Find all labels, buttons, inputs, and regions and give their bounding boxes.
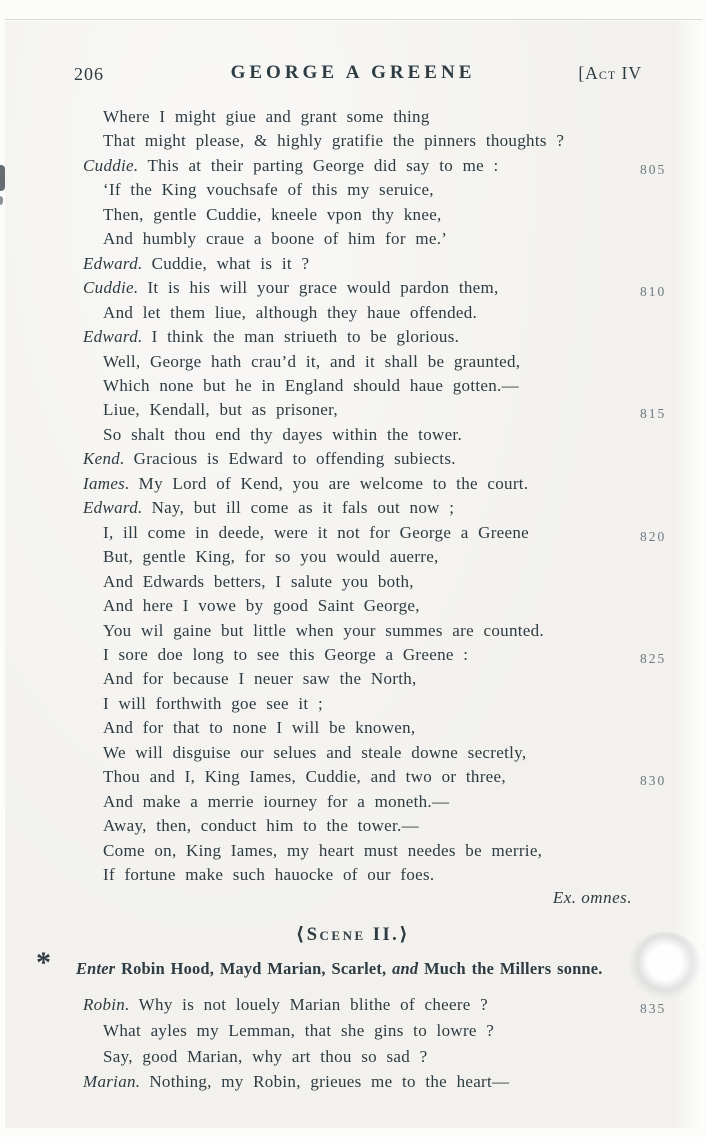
verse-line xyxy=(83,227,617,251)
act-label: [Act IV xyxy=(578,63,642,83)
line-text: And let them liue, although they haue offended. xyxy=(103,302,478,322)
verse-line xyxy=(83,692,617,716)
line-number: 815 xyxy=(640,406,667,422)
verse-line xyxy=(83,570,617,594)
verse-line xyxy=(83,398,667,422)
line-text: Away, then, conduct him to the tower.— xyxy=(103,816,419,836)
stage-direction-exit: Ex. omnes. xyxy=(552,888,632,907)
line-text: But, gentle King, for so you would auerre, xyxy=(103,547,439,567)
stage-direction-enter xyxy=(76,959,651,979)
line-text: So shalt thou end thy dayes within the tower. xyxy=(103,424,462,444)
verse-line xyxy=(83,716,617,740)
verse-line xyxy=(83,814,617,838)
verse-line xyxy=(83,765,667,789)
line-text: And for that to none I will be knowen, xyxy=(103,718,416,738)
line-text: You wil gaine but little when your summes are counted. xyxy=(103,620,544,640)
line-text: We will disguise our selues and steale downe secretly, xyxy=(103,742,527,762)
verse-line xyxy=(83,545,617,569)
verse-line xyxy=(83,521,667,545)
speaker-name: Edward. xyxy=(83,498,143,518)
line-text: What ayles my Lemman, that she gins to lowre ? xyxy=(103,1020,495,1040)
speaker-name: Edward. xyxy=(83,253,143,273)
enter-rest: Much the Millers sonne. xyxy=(418,959,603,978)
line-text: Why is not louely Marian blithe of cheere ? xyxy=(138,995,489,1014)
verse-line xyxy=(83,374,617,398)
line-text: Nay, but ill come as it fals out now ; xyxy=(151,498,455,518)
margin-asterisk: * xyxy=(36,946,51,979)
line-text: This at their parting George did say to me : xyxy=(147,155,499,175)
line-number: 835 xyxy=(640,1001,667,1016)
line-text: And here I vowe by good Saint George, xyxy=(103,596,420,616)
line-number: 820 xyxy=(640,528,667,544)
line-text: Gracious is Edward to offending subiects. xyxy=(133,449,456,469)
speech-line xyxy=(83,276,667,300)
verse-line xyxy=(83,1018,617,1044)
line-text: Then, gentle Cuddie, kneele vpon thy knee, xyxy=(103,204,442,224)
verse-line xyxy=(83,350,617,374)
verse-line xyxy=(83,105,617,129)
verse-line xyxy=(83,839,617,863)
line-text: It is his will your grace would pardon them, xyxy=(147,278,499,298)
speech-line xyxy=(83,325,617,349)
line-text: Thou and I, King Iames, Cuddie, and two or three, xyxy=(103,767,506,787)
line-text: That might please, & highly gratifie the pinners thoughts ? xyxy=(103,131,565,151)
line-number: 810 xyxy=(640,284,667,300)
speaker-name: Robin. xyxy=(83,995,130,1014)
line-number: 830 xyxy=(640,773,667,789)
line-text: Say, good Marian, why art thou so sad ? xyxy=(103,1046,428,1066)
line-number: 825 xyxy=(640,650,667,666)
and-word: and xyxy=(392,959,419,978)
speech-line xyxy=(83,992,667,1018)
speech-line xyxy=(83,447,617,471)
page-header xyxy=(0,62,706,88)
enter-word: Enter xyxy=(76,959,116,978)
verse-line xyxy=(83,741,617,765)
line-text: Liue, Kendall, but as prisoner, xyxy=(103,400,338,420)
verse-line xyxy=(83,594,617,618)
speech-line xyxy=(83,154,667,178)
line-text: And make a merrie iourney for a moneth.— xyxy=(103,791,450,811)
verse-line xyxy=(83,790,617,814)
line-text: If fortune make such hauocke of our foes. xyxy=(103,865,435,885)
play-text-block-scene2 xyxy=(83,992,667,1095)
speech-line xyxy=(83,1069,617,1095)
speech-line xyxy=(83,496,617,520)
speaker-name: Cuddie. xyxy=(83,155,139,175)
line-text: My Lord of Kend, you are welcome to the court. xyxy=(138,473,529,493)
line-text: I, ill come in deede, were it not for George a Greene xyxy=(103,522,530,542)
speaker-name: Edward. xyxy=(83,327,143,347)
left-edge-ink-mark xyxy=(0,165,5,191)
line-text: And Edwards betters, I salute you both, xyxy=(103,571,414,591)
speech-line xyxy=(83,252,617,276)
line-text: Where I might giue and grant some thing xyxy=(103,107,430,126)
line-text: Which none but he in England should haue gotten.— xyxy=(103,375,519,395)
verse-line xyxy=(83,203,617,227)
running-title: GEORGE A GREENE xyxy=(230,62,476,83)
left-edge-ink-mark-small xyxy=(0,196,3,205)
paper-smudge xyxy=(628,932,702,1000)
line-text: Nothing, my Robin, grieues me to the heart— xyxy=(149,1072,510,1092)
page-number: 206 xyxy=(74,64,104,84)
scan-top-edge xyxy=(0,0,706,19)
verse-line xyxy=(83,301,617,325)
verse-line xyxy=(83,863,617,887)
verse-line xyxy=(83,178,617,202)
line-text: And for because I neuer saw the North, xyxy=(103,669,417,689)
verse-line xyxy=(83,423,617,447)
line-text: I sore doe long to see this George a Greene : xyxy=(103,644,469,664)
scene-heading: ⟨Scene II.⟩ xyxy=(295,925,411,945)
verse-line xyxy=(83,619,617,643)
line-text: Well, George hath crau’d it, and it shall be graunted, xyxy=(103,351,521,371)
line-text: ‘If the King vouchsafe of this my seruice, xyxy=(103,180,434,200)
verse-line xyxy=(83,643,667,667)
speaker-name: Iames. xyxy=(83,473,130,493)
speech-line xyxy=(83,472,617,496)
line-number: 805 xyxy=(640,161,667,177)
line-text: And humbly craue a boone of him for me.’ xyxy=(103,229,448,249)
speaker-name: Cuddie. xyxy=(83,278,139,298)
line-text: I think the man striueth to be glorious. xyxy=(151,327,460,347)
line-text: Come on, King Iames, my heart must needes be merrie, xyxy=(103,840,543,860)
speaker-name: Marian. xyxy=(83,1072,141,1092)
verse-line xyxy=(83,129,617,153)
line-text: Cuddie, what is it ? xyxy=(151,253,310,273)
enter-names: Robin Hood, Mayd Marian, Scarlet, xyxy=(115,959,393,978)
speaker-name: Kend. xyxy=(83,449,125,469)
line-text: I will forthwith goe see it ; xyxy=(103,693,323,713)
verse-line xyxy=(83,667,617,691)
verse-line xyxy=(83,1044,617,1070)
play-text-block xyxy=(83,105,667,888)
